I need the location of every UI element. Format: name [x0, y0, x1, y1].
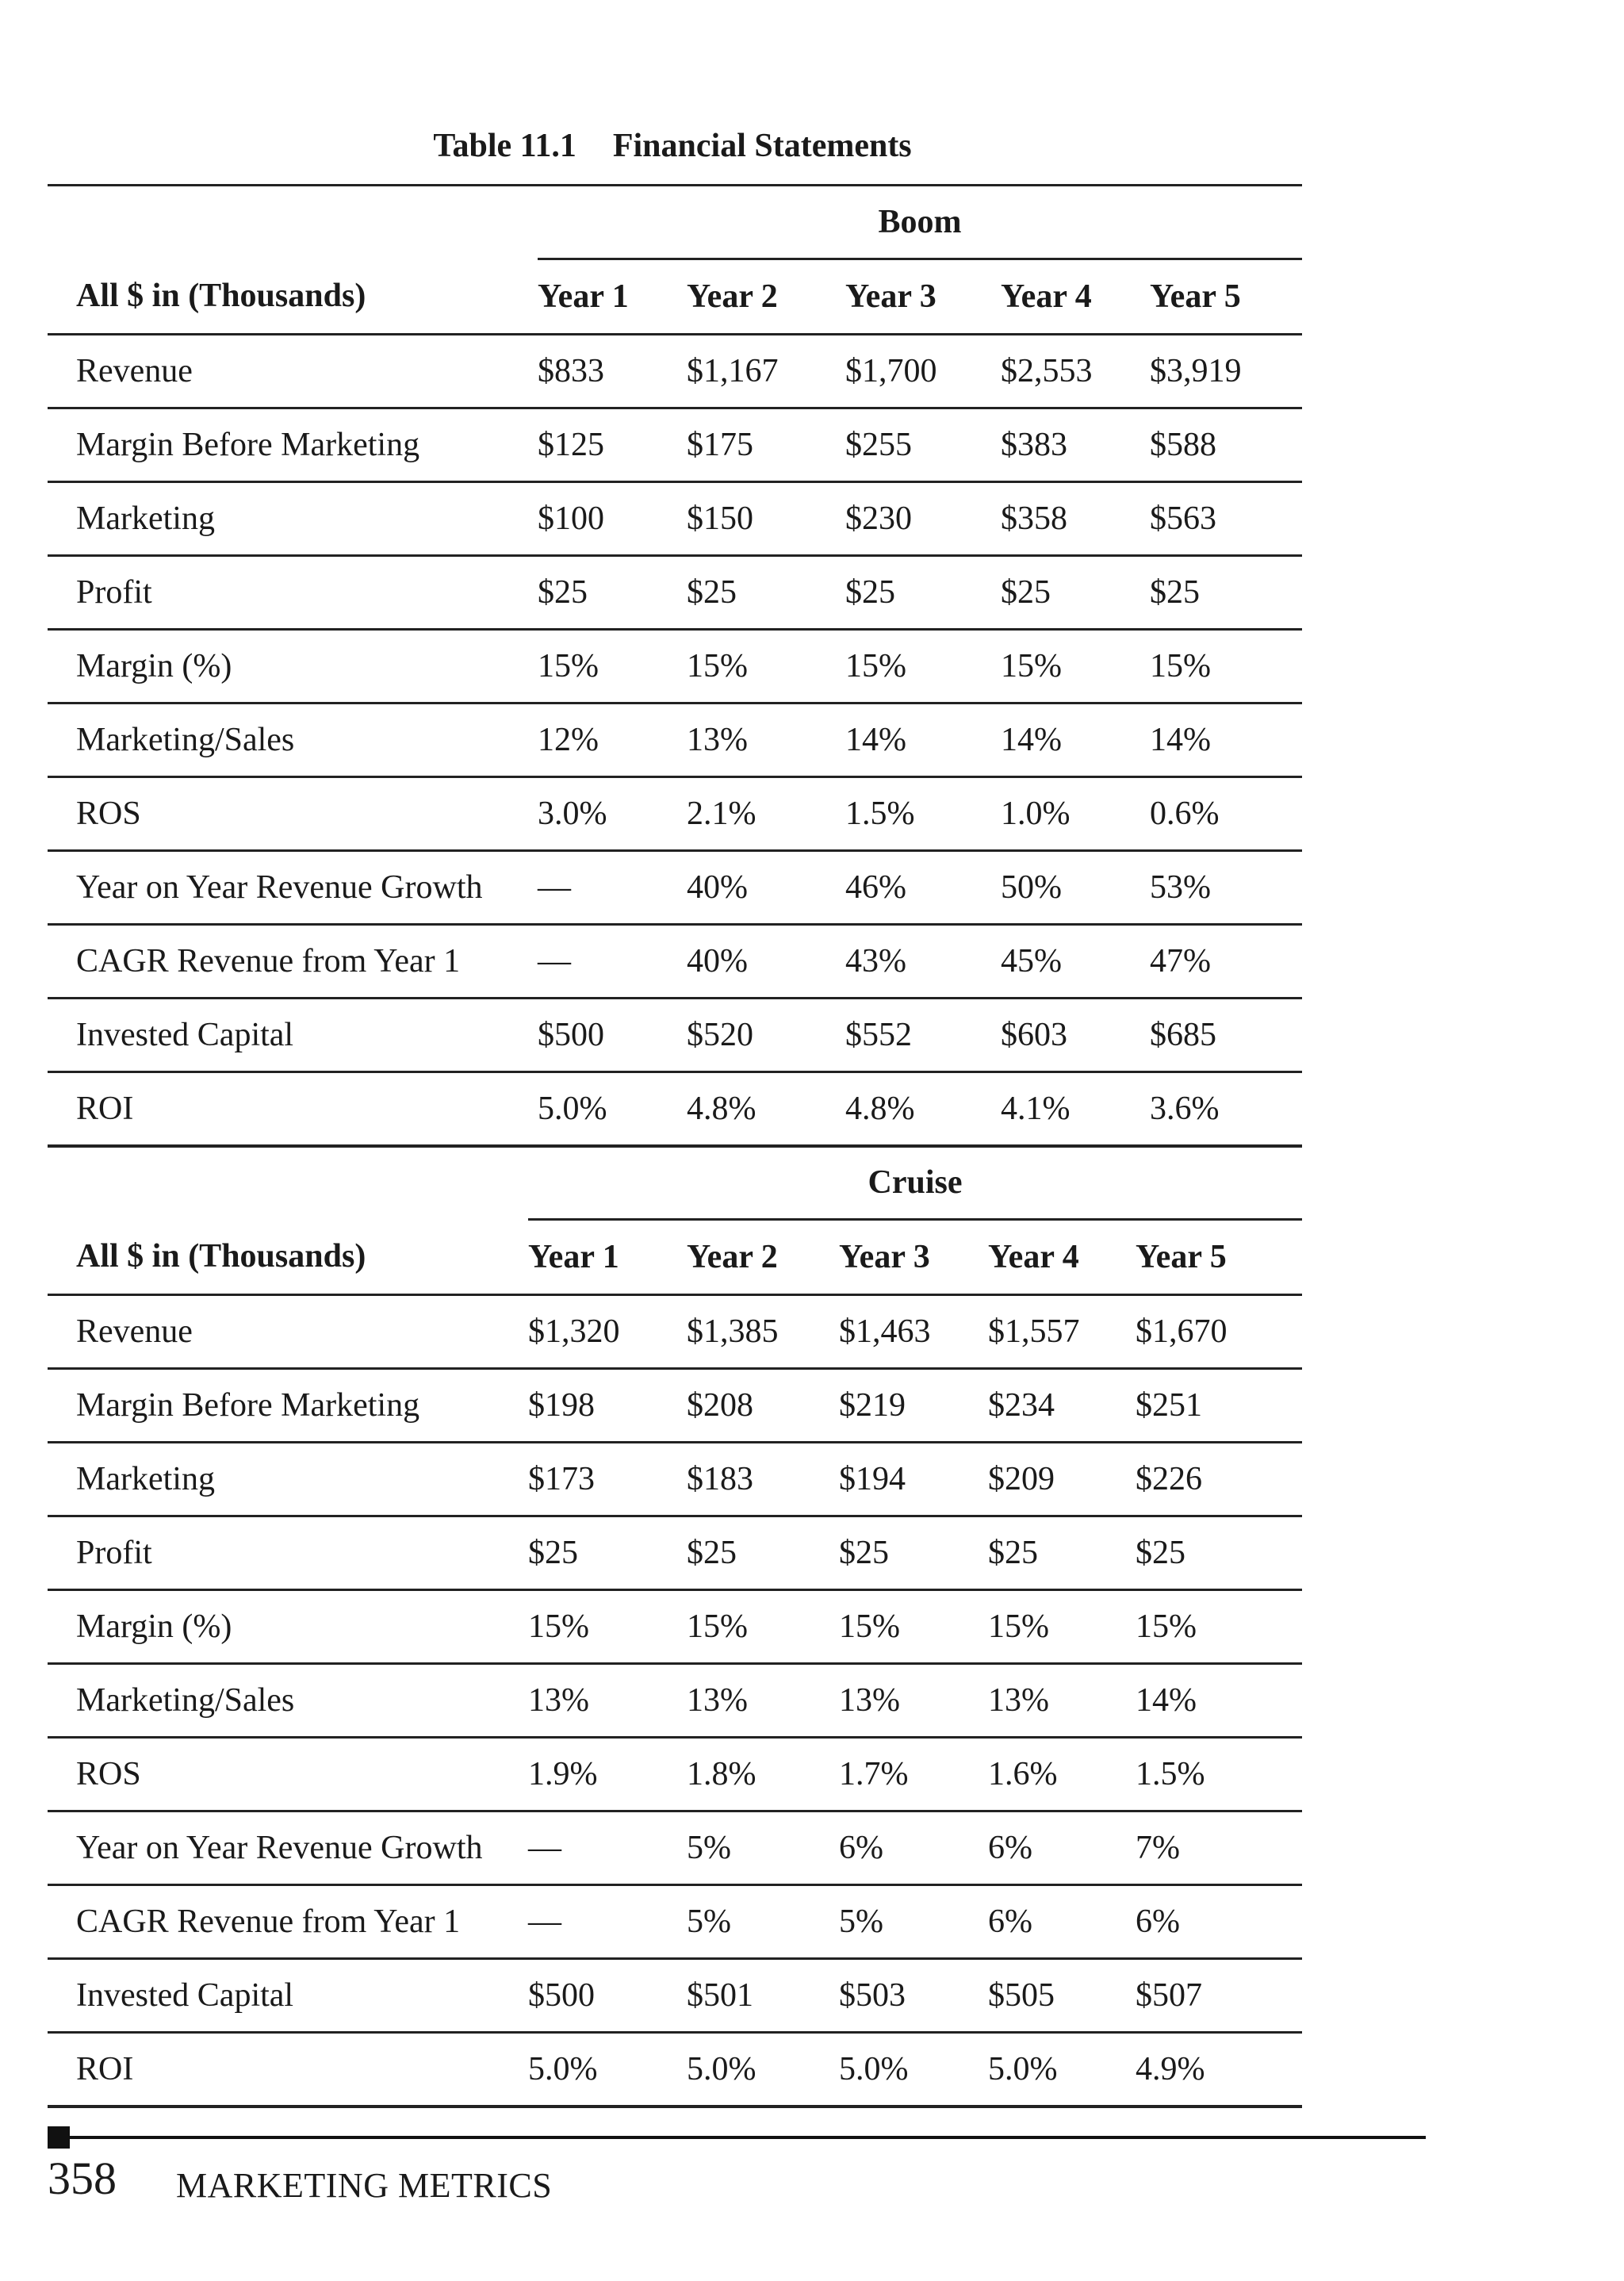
running-head: MARKETING METRICS — [176, 2166, 553, 2205]
table-cell: $173 — [528, 1443, 687, 1516]
table-cell: 1.5% — [845, 777, 1001, 851]
table-row — [48, 630, 1302, 703]
table-cell: $25 — [1136, 1516, 1302, 1590]
column-header: Year 1 — [528, 1220, 687, 1295]
table-cell: $219 — [839, 1369, 988, 1443]
table-cell: 5% — [687, 1885, 839, 1959]
table-cell: $25 — [845, 556, 1001, 630]
table-row — [48, 1885, 1302, 1959]
table-cell: $25 — [1001, 556, 1150, 630]
table-cell: $603 — [1001, 999, 1150, 1072]
row-label: Profit — [48, 556, 538, 630]
table-caption — [0, 127, 1345, 165]
row-label: Invested Capital — [48, 999, 538, 1072]
table-cell: 1.0% — [1001, 777, 1150, 851]
table-cell: $25 — [839, 1516, 988, 1590]
row-label: Year on Year Revenue Growth — [48, 1811, 528, 1885]
table-cell: — — [528, 1885, 687, 1959]
table-cell: 5% — [687, 1811, 839, 1885]
row-label: CAGR Revenue from Year 1 — [48, 1885, 528, 1959]
table-cell: $25 — [687, 1516, 839, 1590]
table-cell: — — [538, 925, 687, 999]
table-cell: 5.0% — [528, 2033, 687, 2107]
table-cell: $251 — [1136, 1369, 1302, 1443]
table-cell: 3.6% — [1150, 1072, 1302, 1147]
table-cell: $208 — [687, 1369, 839, 1443]
table-cell: 13% — [528, 1664, 687, 1738]
row-label: Invested Capital — [48, 1959, 528, 2033]
table-cell: 15% — [687, 630, 845, 703]
column-header: Year 3 — [839, 1220, 988, 1295]
table-row — [48, 1072, 1302, 1147]
table-cell: 15% — [845, 630, 1001, 703]
table-cell: 5.0% — [839, 2033, 988, 2107]
table-cell: $100 — [538, 482, 687, 556]
table-cell: — — [538, 851, 687, 925]
units-label: All $ in (Thousands) — [48, 259, 538, 335]
table-cell: $25 — [528, 1516, 687, 1590]
row-label: Profit — [48, 1516, 528, 1590]
table-cell: 13% — [687, 1664, 839, 1738]
table-cell: 1.8% — [687, 1738, 839, 1811]
table-cell: 4.1% — [1001, 1072, 1150, 1147]
table-cell: 7% — [1136, 1811, 1302, 1885]
scenario-heading: Cruise — [528, 1147, 1302, 1220]
table-cell: $125 — [538, 408, 687, 482]
column-header: Year 2 — [687, 1220, 839, 1295]
table-cell: $588 — [1150, 408, 1302, 482]
table-cell: $25 — [1150, 556, 1302, 630]
column-header: Year 5 — [1150, 259, 1302, 335]
table-cell: $520 — [687, 999, 845, 1072]
table-cell: $198 — [528, 1369, 687, 1443]
row-label: Revenue — [48, 335, 538, 408]
cruise-table — [48, 1147, 1302, 2108]
table-row — [48, 335, 1302, 408]
table-cell: 15% — [988, 1590, 1136, 1664]
table-cell: 4.8% — [687, 1072, 845, 1147]
table-cell: $3,919 — [1150, 335, 1302, 408]
table-row — [48, 999, 1302, 1072]
table-row — [48, 556, 1302, 630]
table-cell: $552 — [845, 999, 1001, 1072]
table-row — [48, 1443, 1302, 1516]
row-label: Margin Before Marketing — [48, 1369, 528, 1443]
column-header: Year 2 — [687, 259, 845, 335]
table-body — [48, 335, 1302, 1147]
table-cell: $230 — [845, 482, 1001, 556]
table-cell: $833 — [538, 335, 687, 408]
caption-title: Financial Statements — [612, 128, 912, 164]
table-cell: 13% — [839, 1664, 988, 1738]
table-cell: 50% — [1001, 851, 1150, 925]
row-label: Marketing — [48, 1443, 528, 1516]
table-cell: 6% — [988, 1811, 1136, 1885]
table-cell: $2,553 — [1001, 335, 1150, 408]
table-cell: 47% — [1150, 925, 1302, 999]
row-label: Margin (%) — [48, 1590, 528, 1664]
table-row — [48, 1811, 1302, 1885]
table-cell: 4.8% — [845, 1072, 1001, 1147]
table-cell: 43% — [845, 925, 1001, 999]
table-cell: 15% — [1001, 630, 1150, 703]
row-label: Marketing/Sales — [48, 703, 538, 777]
table-cell: 5% — [839, 1885, 988, 1959]
table-cell: $563 — [1150, 482, 1302, 556]
table-cell: $1,167 — [687, 335, 845, 408]
table-cell: $150 — [687, 482, 845, 556]
table-cell: 3.0% — [538, 777, 687, 851]
table-cell: 15% — [1150, 630, 1302, 703]
column-header: Year 1 — [538, 259, 687, 335]
table-cell: 1.5% — [1136, 1738, 1302, 1811]
table-row — [48, 1295, 1302, 1369]
table-cell: $25 — [687, 556, 845, 630]
table-cell: 4.9% — [1136, 2033, 1302, 2107]
row-label: Year on Year Revenue Growth — [48, 851, 538, 925]
table-row — [48, 703, 1302, 777]
table-cell: 15% — [839, 1590, 988, 1664]
table-cell: $383 — [1001, 408, 1150, 482]
table-cell: $194 — [839, 1443, 988, 1516]
table-cell: $507 — [1136, 1959, 1302, 2033]
table-cell: 14% — [1001, 703, 1150, 777]
table-cell: $358 — [1001, 482, 1150, 556]
table-cell: $226 — [1136, 1443, 1302, 1516]
caption-number: Table 11.1 — [433, 128, 576, 164]
table-cell: — — [528, 1811, 687, 1885]
table-cell: $234 — [988, 1369, 1136, 1443]
table-cell: 40% — [687, 851, 845, 925]
table-cell: 2.1% — [687, 777, 845, 851]
table-cell: $209 — [988, 1443, 1136, 1516]
table-cell: $505 — [988, 1959, 1136, 2033]
table-cell: 12% — [538, 703, 687, 777]
table-cell: 15% — [687, 1590, 839, 1664]
table-row — [48, 1590, 1302, 1664]
table-cell: $685 — [1150, 999, 1302, 1072]
scenario-heading: Boom — [538, 186, 1302, 259]
table-row — [48, 777, 1302, 851]
table-cell: $25 — [538, 556, 687, 630]
table-row — [48, 1738, 1302, 1811]
table-row — [48, 408, 1302, 482]
table-row — [48, 1369, 1302, 1443]
table-cell: 14% — [1150, 703, 1302, 777]
row-label: Margin Before Marketing — [48, 408, 538, 482]
row-label: ROS — [48, 1738, 528, 1811]
row-label: Revenue — [48, 1295, 528, 1369]
table-cell: 5.0% — [988, 2033, 1136, 2107]
table-cell: $1,385 — [687, 1295, 839, 1369]
table-row — [48, 482, 1302, 556]
row-label: CAGR Revenue from Year 1 — [48, 925, 538, 999]
table-cell: 1.6% — [988, 1738, 1136, 1811]
table-cell: $183 — [687, 1443, 839, 1516]
footer-rule — [48, 2136, 1426, 2139]
table-cell: $501 — [687, 1959, 839, 2033]
table-cell: 0.6% — [1150, 777, 1302, 851]
column-header: Year 5 — [1136, 1220, 1302, 1295]
table-cell: 6% — [1136, 1885, 1302, 1959]
table-cell: 13% — [687, 703, 845, 777]
row-label: Marketing — [48, 482, 538, 556]
table-row — [48, 1664, 1302, 1738]
table-cell: 40% — [687, 925, 845, 999]
table-cell: 1.9% — [528, 1738, 687, 1811]
table-cell: 45% — [1001, 925, 1150, 999]
table-cell: 15% — [528, 1590, 687, 1664]
table-cell: 14% — [845, 703, 1001, 777]
table-cell: $503 — [839, 1959, 988, 2033]
row-label: ROI — [48, 2033, 528, 2107]
table-cell: $500 — [528, 1959, 687, 2033]
column-header: Year 4 — [988, 1220, 1136, 1295]
table-cell: $1,557 — [988, 1295, 1136, 1369]
table-cell: 1.7% — [839, 1738, 988, 1811]
row-label: ROI — [48, 1072, 538, 1147]
row-label: Marketing/Sales — [48, 1664, 528, 1738]
column-header: Year 3 — [845, 259, 1001, 335]
units-label: All $ in (Thousands) — [48, 1220, 528, 1295]
table-cell: $255 — [845, 408, 1001, 482]
boom-table — [48, 184, 1302, 1148]
table-cell: 46% — [845, 851, 1001, 925]
table-cell: $25 — [988, 1516, 1136, 1590]
page-number: 358 — [48, 2153, 117, 2204]
table-row — [48, 1959, 1302, 2033]
table-body — [48, 1295, 1302, 2107]
table-cell: 53% — [1150, 851, 1302, 925]
table-cell: 5.0% — [687, 2033, 839, 2107]
table-cell: $1,700 — [845, 335, 1001, 408]
table-cell: $500 — [538, 999, 687, 1072]
table-cell: 15% — [1136, 1590, 1302, 1664]
row-label: ROS — [48, 777, 538, 851]
table-cell: 6% — [988, 1885, 1136, 1959]
table-row — [48, 1516, 1302, 1590]
table-row — [48, 2033, 1302, 2107]
table-cell: $1,320 — [528, 1295, 687, 1369]
table-cell: $1,463 — [839, 1295, 988, 1369]
table-cell: 13% — [988, 1664, 1136, 1738]
table-cell: 6% — [839, 1811, 988, 1885]
table-cell: 5.0% — [538, 1072, 687, 1147]
table-cell: 14% — [1136, 1664, 1302, 1738]
table-row — [48, 925, 1302, 999]
table-cell: $175 — [687, 408, 845, 482]
row-label: Margin (%) — [48, 630, 538, 703]
table-cell: 15% — [538, 630, 687, 703]
table-cell: $1,670 — [1136, 1295, 1302, 1369]
table-row — [48, 851, 1302, 925]
column-header: Year 4 — [1001, 259, 1150, 335]
